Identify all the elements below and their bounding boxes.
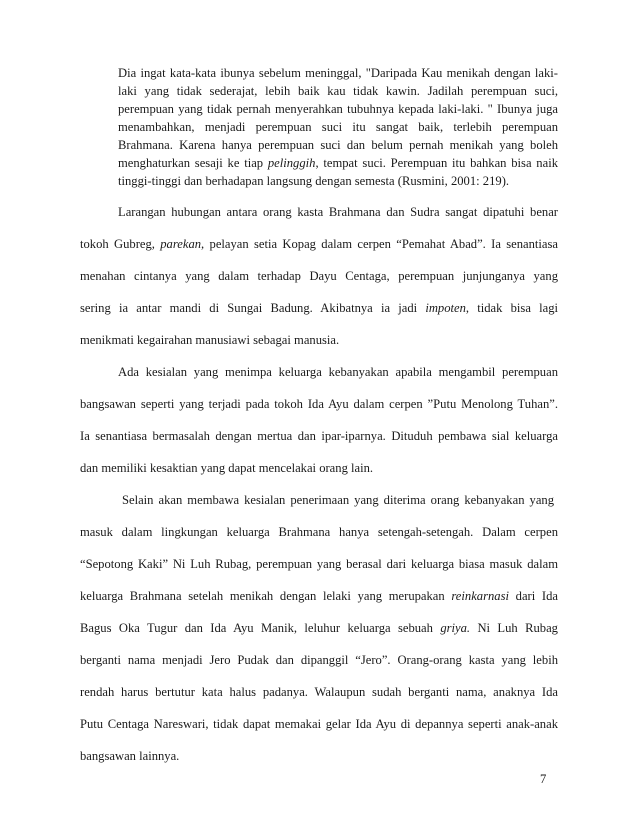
paragraph-line: bangsawan lainnya.: [80, 749, 180, 763]
paragraph-line: keluarga Brahmana setelah menikah dengan lelaki yang merupakan reinkarnasi dari Ida: [80, 589, 558, 603]
paragraph-line: dan memiliki kesaktian yang dapat mencelakai orang lain.: [80, 461, 374, 475]
italic-term: griya.: [440, 621, 471, 635]
italic-term: pelinggih: [267, 156, 316, 170]
paragraph-line: sering ia antar mandi di Sungai Badung. Akibatnya ia jadi impoten, tidak bisa lagi: [80, 301, 558, 315]
paragraph-line: Bagus Oka Tugur dan Ida Ayu Manik, leluhur keluarga sebuah griya. Ni Luh Rubag: [80, 621, 558, 635]
italic-term: reinkarnasi: [451, 589, 509, 603]
paragraph-line: masuk dalam lingkungan keluarga Brahmana hanya setengah-setengah. Dalam cerpen: [80, 525, 558, 539]
quote-line: perempuan yang tidak pernah menyerahkan tubuhnya kepada laki-laki. " Ibunya juga: [118, 102, 558, 116]
paragraph-line: menikmati kegairahan manusiawi sebagai manusia.: [80, 333, 340, 347]
paragraph-line: menahan cintanya yang dalam terhadap Dayu Centaga, perempuan junjunganya yang: [80, 269, 558, 283]
paragraph-line: bangsawan seperti yang terjadi pada tokoh Ida Ayu dalam cerpen ”Putu Menolong Tuhan”.: [80, 397, 558, 411]
paragraph-line: “Sepotong Kaki” Ni Luh Rubag, perempuan yang berasal dari keluarga biasa masuk dalam: [80, 557, 558, 571]
paragraph-line: tokoh Gubreg, parekan, pelayan setia Kopag dalam cerpen “Pemahat Abad”. Ia senantiasa: [80, 237, 558, 251]
quote-line: menambahkan, menjadi perempuan suci itu sangat baik, terlebih perempuan: [118, 120, 558, 134]
page-number: 7: [540, 772, 547, 786]
paragraph-line: Selain akan membawa kesialan penerimaan yang diterima orang kebanyakan yang: [122, 493, 554, 507]
paragraph-line: Putu Centaga Nareswari, tidak dapat memakai gelar Ida Ayu di depannya seperti anak-anak: [80, 717, 558, 731]
quote-line: menghaturkan sesaji ke tiap pelinggih, tempat suci. Perempuan itu bahkan bisa naik: [118, 156, 558, 170]
paragraph-line: berganti nama menjadi Jero Pudak dan dipanggil “Jero”. Orang-orang kasta yang lebih: [80, 653, 558, 667]
quote-line: tinggi-tinggi dan berhadapan langsung dengan semesta (Rusmini, 2001: 219).: [118, 174, 510, 188]
quote-line: Brahmana. Karena hanya perempuan suci dan belum pernah menikah yang boleh: [118, 138, 558, 152]
paragraph-line: rendah harus bertutur kata halus padanya. Walaupun sudah berganti nama, anaknya Ida: [80, 685, 558, 699]
italic-term: parekan,: [160, 237, 205, 251]
quote-line: Dia ingat kata-kata ibunya sebelum meninggal, "Daripada Kau menikah dengan laki-: [118, 66, 558, 80]
paragraph-line: Larangan hubungan antara orang kasta Brahmana dan Sudra sangat dipatuhi benar: [118, 205, 558, 219]
italic-term: impoten: [425, 301, 466, 315]
paragraph-line: Ia senantiasa bermasalah dengan mertua dan ipar-iparnya. Dituduh pembawa sial keluarga: [80, 429, 558, 443]
paragraph-line: Ada kesialan yang menimpa keluarga kebanyakan apabila mengambil perempuan: [118, 365, 558, 379]
quote-line: laki yang tidak sederajat, lebih baik kau tidak kawin. Jadilah perempuan suci,: [118, 84, 558, 98]
